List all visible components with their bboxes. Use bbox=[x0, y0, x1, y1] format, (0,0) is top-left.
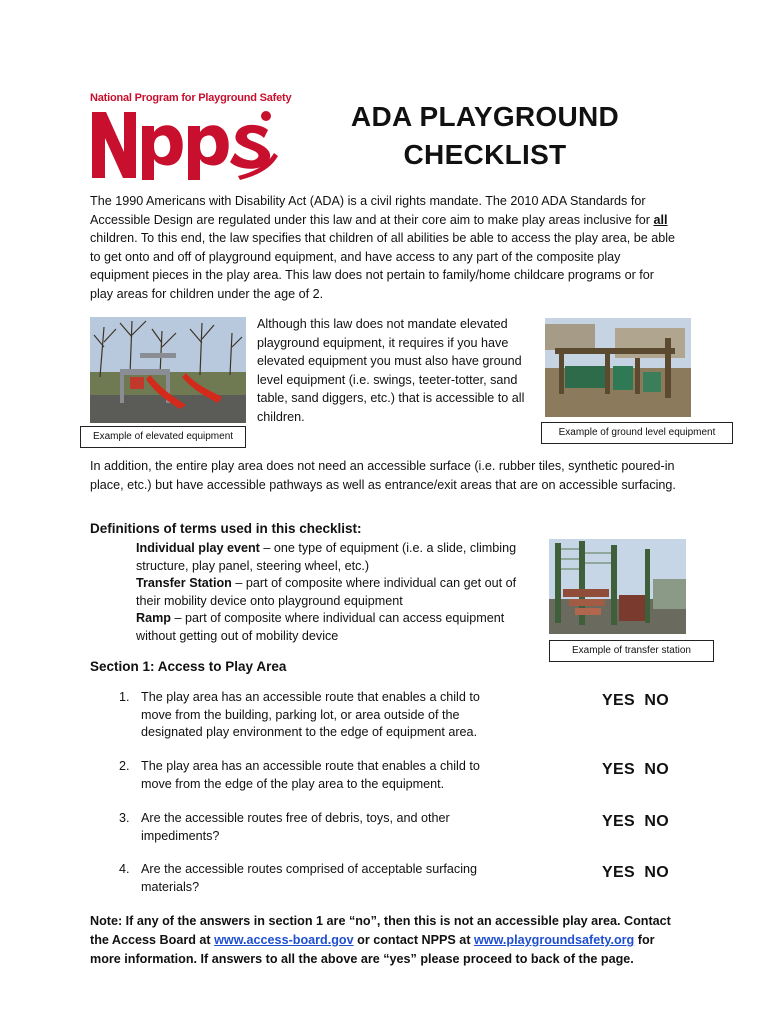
yes-option[interactable]: YES bbox=[602, 813, 635, 830]
definition-term: Transfer Station bbox=[136, 576, 232, 590]
definition-item bbox=[136, 540, 531, 575]
intro-text-a: The 1990 Americans with Disability Act (ADA) is a civil rights mandate. The 2010 ADA Standards for Accessible Design are regulated under this law and at their core aim to make play areas inclusive for bbox=[90, 194, 654, 227]
caption-transfer-station: Example of transfer station bbox=[549, 640, 714, 662]
caption-elevated: Example of elevated equipment bbox=[80, 426, 246, 448]
question-text: Are the accessible routes free of debris, toys, and other impediments? bbox=[141, 811, 450, 843]
definition-term: Ramp bbox=[136, 611, 171, 625]
definitions-heading: Definitions of terms used in this checklist: bbox=[90, 521, 362, 536]
intro-paragraph bbox=[90, 192, 680, 303]
yes-option[interactable]: YES bbox=[602, 761, 635, 778]
note-paragraph bbox=[90, 912, 680, 969]
playground-safety-link[interactable]: www.playgroundsafety.org bbox=[474, 933, 635, 947]
surface-paragraph: In addition, the entire play area does not need an accessible surface (i.e. rubber tiles, synthetic poured-in place, etc.) but have accessible pathways as well as entrance/exit areas that are on accessible surfacing. bbox=[90, 459, 676, 492]
definition-item bbox=[136, 575, 531, 610]
question-3 bbox=[119, 810, 486, 845]
note-text-2: or contact NPPS at bbox=[353, 933, 475, 947]
access-board-link[interactable]: www.access-board.gov bbox=[214, 933, 354, 947]
no-option[interactable]: NO bbox=[644, 864, 670, 881]
note-text-3: for more information. If answers to all the above are “yes” please proceed to back of the page. bbox=[90, 933, 655, 966]
definition-text: – part of composite where individual can get out of their mobility device onto playground equipment bbox=[136, 576, 517, 608]
caption-ground-level: Example of ground level equipment bbox=[541, 422, 733, 444]
answer-options-3 bbox=[602, 813, 669, 831]
question-text: The play area has an accessible route that enables a child to move from the building, parking lot, or area outside of the designated play environment to the edge of equipment area. bbox=[141, 690, 480, 739]
question-number: 3. bbox=[119, 811, 130, 825]
question-number: 1. bbox=[119, 690, 130, 704]
question-number: 2. bbox=[119, 759, 130, 773]
page-title bbox=[300, 98, 670, 174]
ground-level-equipment-photo bbox=[545, 318, 691, 417]
note-text-1: Note: If any of the answers in section 1 are “no”, then this is not an accessible play area. Contact the Access Board at bbox=[90, 914, 671, 947]
definition-term: Individual play event bbox=[136, 541, 260, 555]
intro-text-b: children. To this end, the law specifies that children of all abilities be able to access the play area, be able to get onto and off of playground equipment, and have access to any part of the composite play equipment pieces in the play area. This law does not pertain to family/home childcare programs or for play areas for children under the age of 2. bbox=[90, 231, 676, 301]
elevated-paragraph: Although this law does not mandate elevated playground equipment, it requires if you have elevated equipment you must also have ground level equipment (i.e. swings, teeter-totter, sand table, sand diggers, etc.) that is accessible to all children. bbox=[257, 317, 525, 424]
logo-org-name: National Program for Playground Safety bbox=[90, 92, 292, 104]
section-1-heading: Section 1: Access to Play Area bbox=[90, 659, 287, 674]
answer-options-4 bbox=[602, 864, 669, 882]
question-1 bbox=[119, 689, 486, 742]
no-option[interactable]: NO bbox=[644, 813, 670, 830]
no-option[interactable]: NO bbox=[644, 761, 670, 778]
yes-option[interactable]: YES bbox=[602, 692, 635, 709]
npps-logo bbox=[90, 106, 280, 180]
answer-options-1 bbox=[602, 692, 669, 710]
elevated-equipment-photo bbox=[90, 317, 246, 423]
question-text: Are the accessible routes comprised of acceptable surfacing materials? bbox=[141, 862, 478, 894]
yes-option[interactable]: YES bbox=[602, 864, 635, 881]
title-line-2: CHECKLIST bbox=[403, 139, 567, 170]
definition-text: – part of composite where individual can access equipment without getting out of mobility device bbox=[136, 611, 505, 643]
question-2 bbox=[119, 758, 486, 793]
question-4 bbox=[119, 861, 486, 896]
title-line-1: ADA PLAYGROUND bbox=[350, 101, 620, 132]
transfer-station-photo bbox=[549, 539, 686, 634]
no-option[interactable]: NO bbox=[644, 692, 670, 709]
question-text: The play area has an accessible route that enables a child to move from the edge of the play area to the equipment. bbox=[141, 759, 480, 791]
question-number: 4. bbox=[119, 862, 130, 876]
definition-text: – one type of equipment (i.e. a slide, climbing structure, play panel, steering wheel, etc.) bbox=[136, 541, 517, 573]
definitions-list bbox=[136, 540, 531, 645]
definition-item bbox=[136, 610, 531, 645]
intro-emphasis-all: all bbox=[653, 212, 668, 227]
answer-options-2 bbox=[602, 761, 669, 779]
